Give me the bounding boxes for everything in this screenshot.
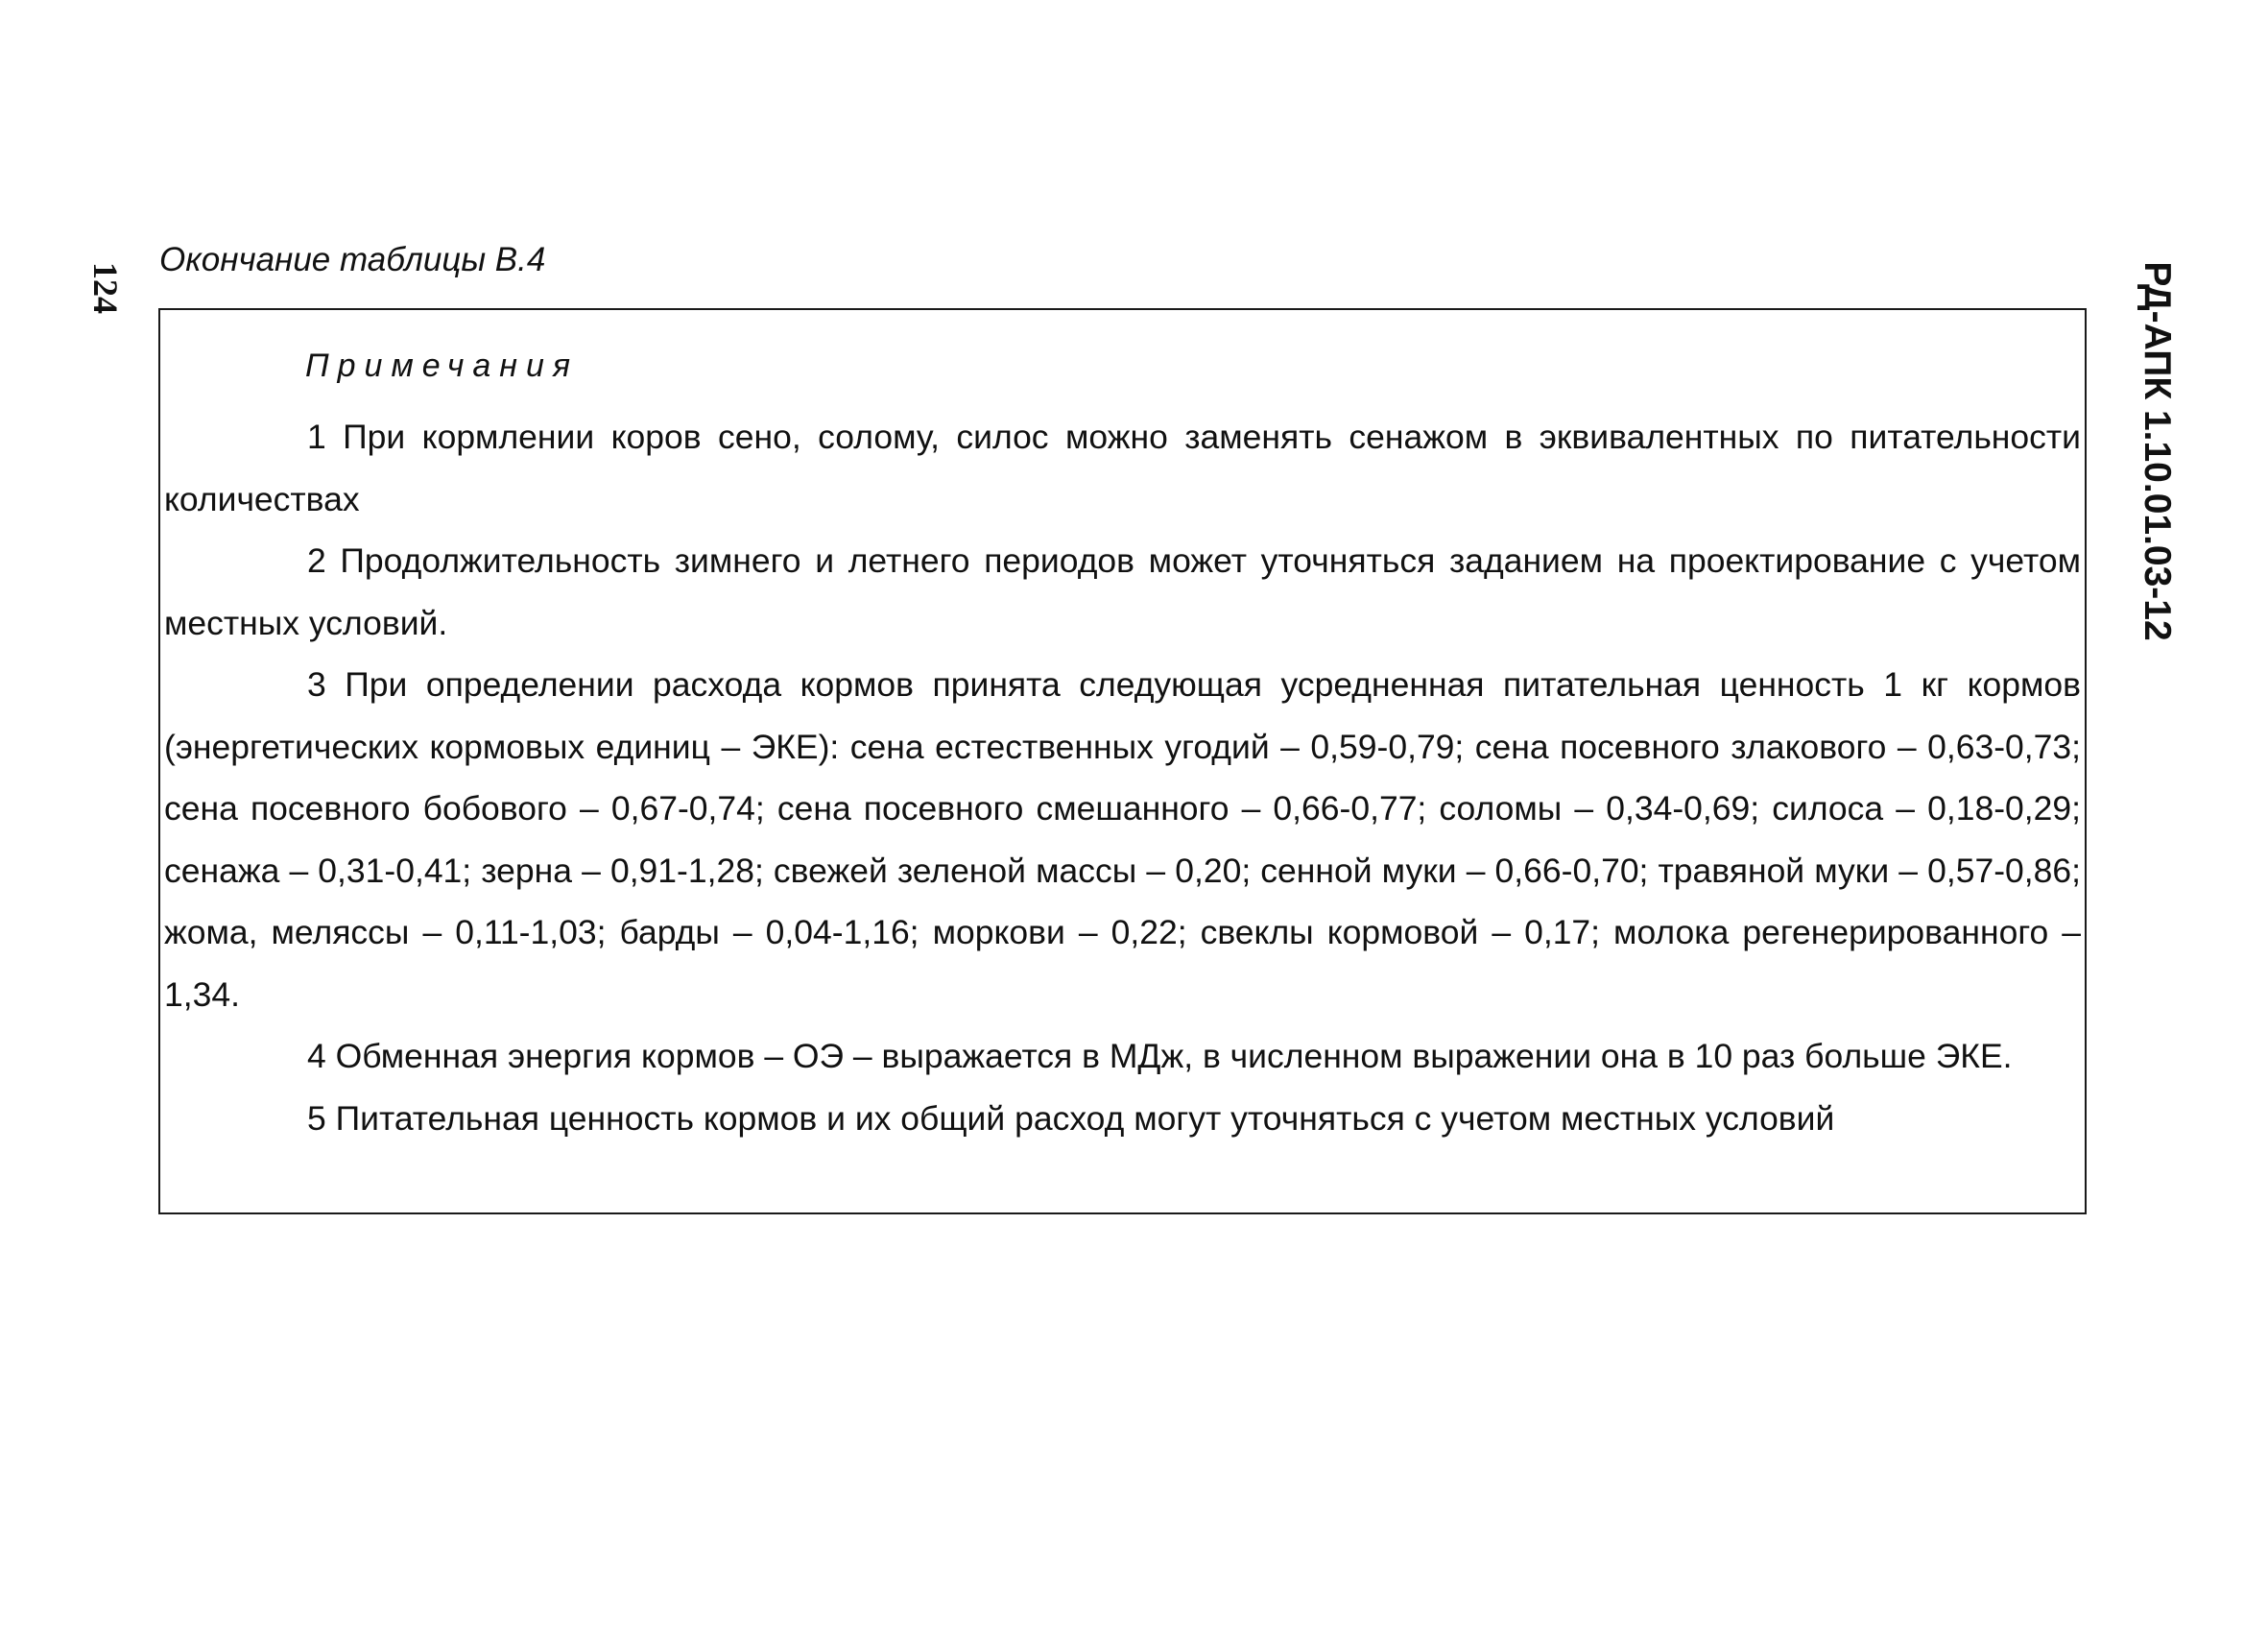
note-item-3: 3 При определении расхода кормов принята следующая усредненная питательная ценность 1 кг кормов (энергетических кормовых единиц – ЭКЕ): сена естественных угодий – 0,59-0,79; сена посевного злакового – 0,63-0,73; сена посевного бобового – 0,67-0,74; сена посевного смешанного – 0,66-0,77; соломы – 0,34-0,69; силоса – 0,18-0,29; сенажа – 0,31-0,41; зерна – 0,91-1,28; свежей зеленой массы – 0,20; сенной муки – 0,66-0,70; травяной муки – 0,57-0,86; жома, меляссы – 0,11-1,03; барды – 0,04-1,16; моркови – 0,22; свеклы кормовой – 0,17; молока регенерированного – 1,34. — [164, 665, 2081, 1014]
table-caption: Окончание таблицы В.4 — [159, 241, 546, 278]
document-code-text: РД-АПК 1.10.01.03-12 — [2137, 261, 2178, 641]
note-item-2: 2 Продолжительность зимнего и летнего периодов может уточняться заданием на проектирование с учетом местных условий. — [164, 541, 2081, 642]
note-item-4: 4 Обменная энергия кормов – ОЭ – выражается в МДж, в численном выражении она в 10 раз больше ЭКЕ. — [307, 1037, 2013, 1075]
note-item-1: 1 При кормлении коров сено, солому, силос можно заменять сенажом в эквивалентных по питательности количествах — [164, 418, 2081, 518]
page-number-text: 124 — [86, 262, 125, 314]
notes-heading: Примечания — [305, 348, 580, 384]
note-item-5: 5 Питательная ценность кормов и их общий расход могут уточняться с учетом местных условий — [307, 1098, 1835, 1138]
notes-table — [158, 308, 2087, 1214]
